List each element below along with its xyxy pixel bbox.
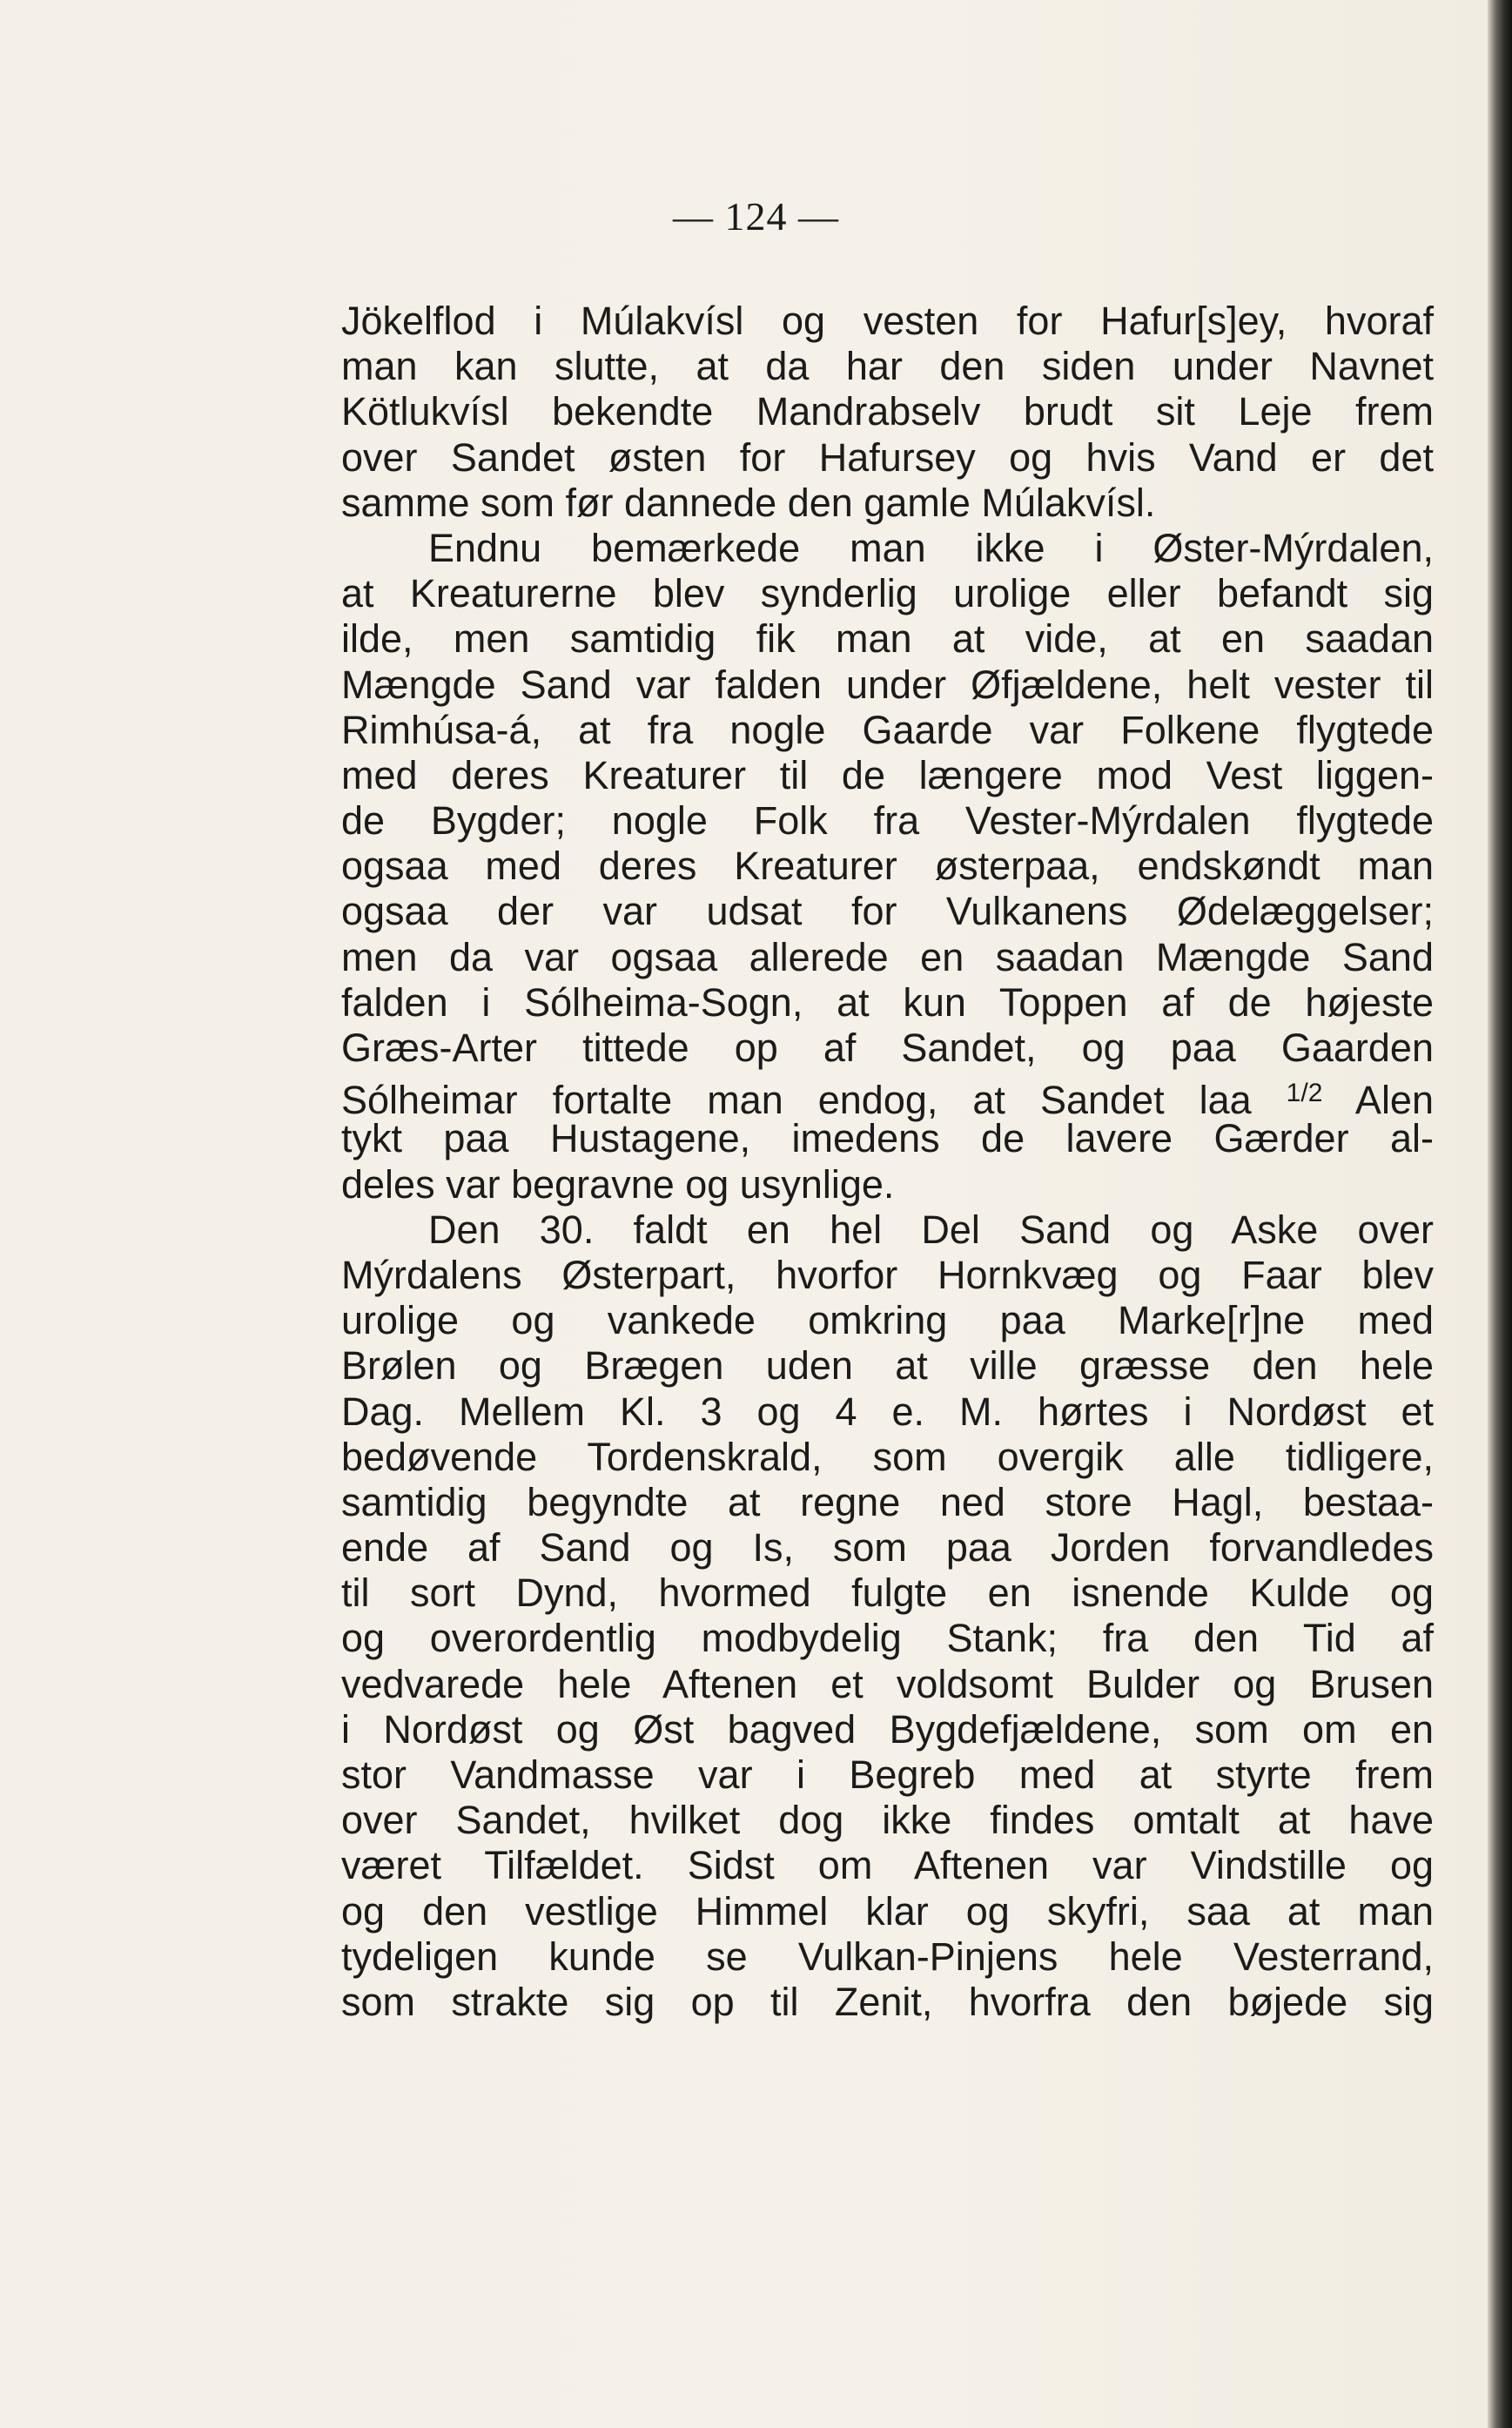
text-line <box>341 1116 1434 1161</box>
text-line-content: stor Vandmasse var i Begreb med at styrte frem <box>341 1752 1434 1797</box>
text-line-content: deles var begravne og usynlige. <box>341 1161 895 1207</box>
text-line <box>341 1707 1434 1752</box>
text-line-content: tykt paa Hustagene, imedens de lavere Gærder al- <box>341 1116 1434 1161</box>
text-line <box>341 662 1434 708</box>
text-line <box>341 571 1434 616</box>
text-line <box>341 1570 1434 1616</box>
text-line-content: Mængde Sand var falden under Øfjældene, helt vester til <box>341 662 1434 707</box>
text-line-content: vedvarede hele Aftenen et voldsomt Bulder og Brusen <box>341 1661 1434 1706</box>
text-line-content: Sólheimar fortalte man endog, at Sandet laa <box>341 1078 1252 1123</box>
text-line <box>341 1934 1434 1980</box>
text-line-content: bedøvende Tordenskrald, som overgik alle tidligere, <box>341 1434 1434 1479</box>
page-number: — 124 — <box>673 194 839 239</box>
text-line-content: Dag. Mellem Kl. 3 og 4 e. M. hørtes i Nordøst et <box>341 1389 1434 1434</box>
text-line <box>341 935 1434 980</box>
fraction: 1/2 <box>1286 1079 1323 1108</box>
text-line <box>341 1343 1434 1389</box>
text-line <box>341 1207 1434 1253</box>
text-line-content: med deres Kreaturer til de længere mod Vest liggen- <box>341 752 1434 797</box>
text-line-content: man kan slutte, at da har den siden under Navnet <box>341 344 1434 389</box>
text-line <box>341 1752 1434 1798</box>
text-line <box>341 1662 1434 1707</box>
text-line-content: over Sandet, hvilket dog ikke findes omtalt at have <box>341 1798 1434 1843</box>
text-line-content: og overordentlig modbydelig Stank; fra den Tid af <box>341 1616 1434 1661</box>
text-line-content: de Bygder; nogle Folk fra Vester-Mýrdalen flygtede <box>341 798 1434 844</box>
text-line-content: men da var ogsaa allerede en saadan Mængde Sand <box>341 934 1434 979</box>
text-line <box>341 753 1434 798</box>
text-line-content: som strakte sig op til Zenit, hvorfra den bøjede sig <box>341 1979 1434 2024</box>
text-line <box>341 1889 1434 1934</box>
text-line <box>341 1843 1434 1888</box>
text-line <box>341 1525 1434 1570</box>
text-line-content: Mýrdalens Østerpart, hvorfor Hornkvæg og Faar blev <box>341 1252 1434 1297</box>
text-line <box>341 389 1434 434</box>
text-line-content: samtidig begyndte at regne ned store Hagl, bestaa- <box>341 1479 1434 1524</box>
text-line <box>341 1298 1434 1343</box>
text-line-suffix: Alen <box>1322 1078 1434 1123</box>
text-line-content: samme som før dannede den gamle Múlakvísl. <box>341 480 1156 525</box>
text-line <box>341 1435 1434 1480</box>
text-line <box>341 481 1434 526</box>
text-line-content: urolige og vankede omkring paa Marke[r]ne med <box>341 1298 1434 1343</box>
text-line-content: til sort Dynd, hvormed fulgte en isnende Kulde og <box>341 1570 1434 1616</box>
text-line-content: over Sandet østen for Hafursey og hvis Vand er det <box>341 434 1434 480</box>
text-line-content: ogsaa med deres Kreaturer østerpaa, endskøndt man <box>341 844 1434 889</box>
text-line <box>341 299 1434 344</box>
text-line <box>341 798 1434 844</box>
text-line <box>341 1480 1434 1525</box>
text-line-content: Den 30. faldt en hel Del Sand og Aske over <box>428 1207 1434 1252</box>
text-line <box>341 980 1434 1026</box>
text-line-content: tydeligen kunde se Vulkan-Pinjens hele Vesterrand, <box>341 1934 1434 1979</box>
text-line <box>341 616 1434 662</box>
text-line-content: Rimhúsa-á, at fra nogle Gaarde var Folkene flygtede <box>341 707 1434 752</box>
text-line-content: i Nordøst og Øst bagved Bygdefjældene, som om en <box>341 1706 1434 1752</box>
text-line-content: ogsaa der var udsat for Vulkanens Ødelæggelser; <box>341 889 1434 934</box>
text-line <box>341 435 1434 481</box>
text-line-content: ilde, men samtidig fik man at vide, at en saadan <box>341 616 1434 662</box>
text-line <box>341 1071 1434 1123</box>
text-line <box>341 344 1434 389</box>
text-line <box>341 1389 1434 1435</box>
page-edge-shadow <box>1488 0 1512 2428</box>
text-line-content: og den vestlige Himmel klar og skyfri, saa at man <box>341 1888 1434 1934</box>
text-line <box>341 1253 1434 1298</box>
text-line <box>341 889 1434 934</box>
text-line <box>341 1162 1434 1207</box>
text-line-content: Græs-Arter tittede op af Sandet, og paa Gaarden <box>341 1026 1434 1070</box>
text-line <box>341 844 1434 889</box>
text-line-content: været Tilfældet. Sidst om Aftenen var Vindstille og <box>341 1843 1434 1888</box>
text-line <box>341 526 1434 571</box>
text-line-content: Jökelflod i Múlakvísl og vesten for Hafur[s]ey, hvoraf <box>341 299 1434 343</box>
body-text <box>341 299 1434 2025</box>
text-line-content: Endnu bemærkede man ikke i Øster-Mýrdalen, <box>428 525 1434 570</box>
text-line-content: at Kreaturerne blev synderlig urolige eller befandt sig <box>341 571 1434 616</box>
text-line <box>341 708 1434 753</box>
text-line <box>341 1026 1434 1071</box>
text-line <box>341 1616 1434 1661</box>
text-line <box>341 1980 1434 2025</box>
text-line-content: Brølen og Brægen uden at ville græsse den hele <box>341 1343 1434 1389</box>
text-line-content: ende af Sand og Is, som paa Jorden forvandledes <box>341 1525 1434 1570</box>
text-line <box>341 1798 1434 1843</box>
text-line-content: Kötlukvísl bekendte Mandrabselv brudt sit Leje frem <box>341 389 1434 434</box>
text-line-content: falden i Sólheima-Sogn, at kun Toppen af de højeste <box>341 979 1434 1025</box>
